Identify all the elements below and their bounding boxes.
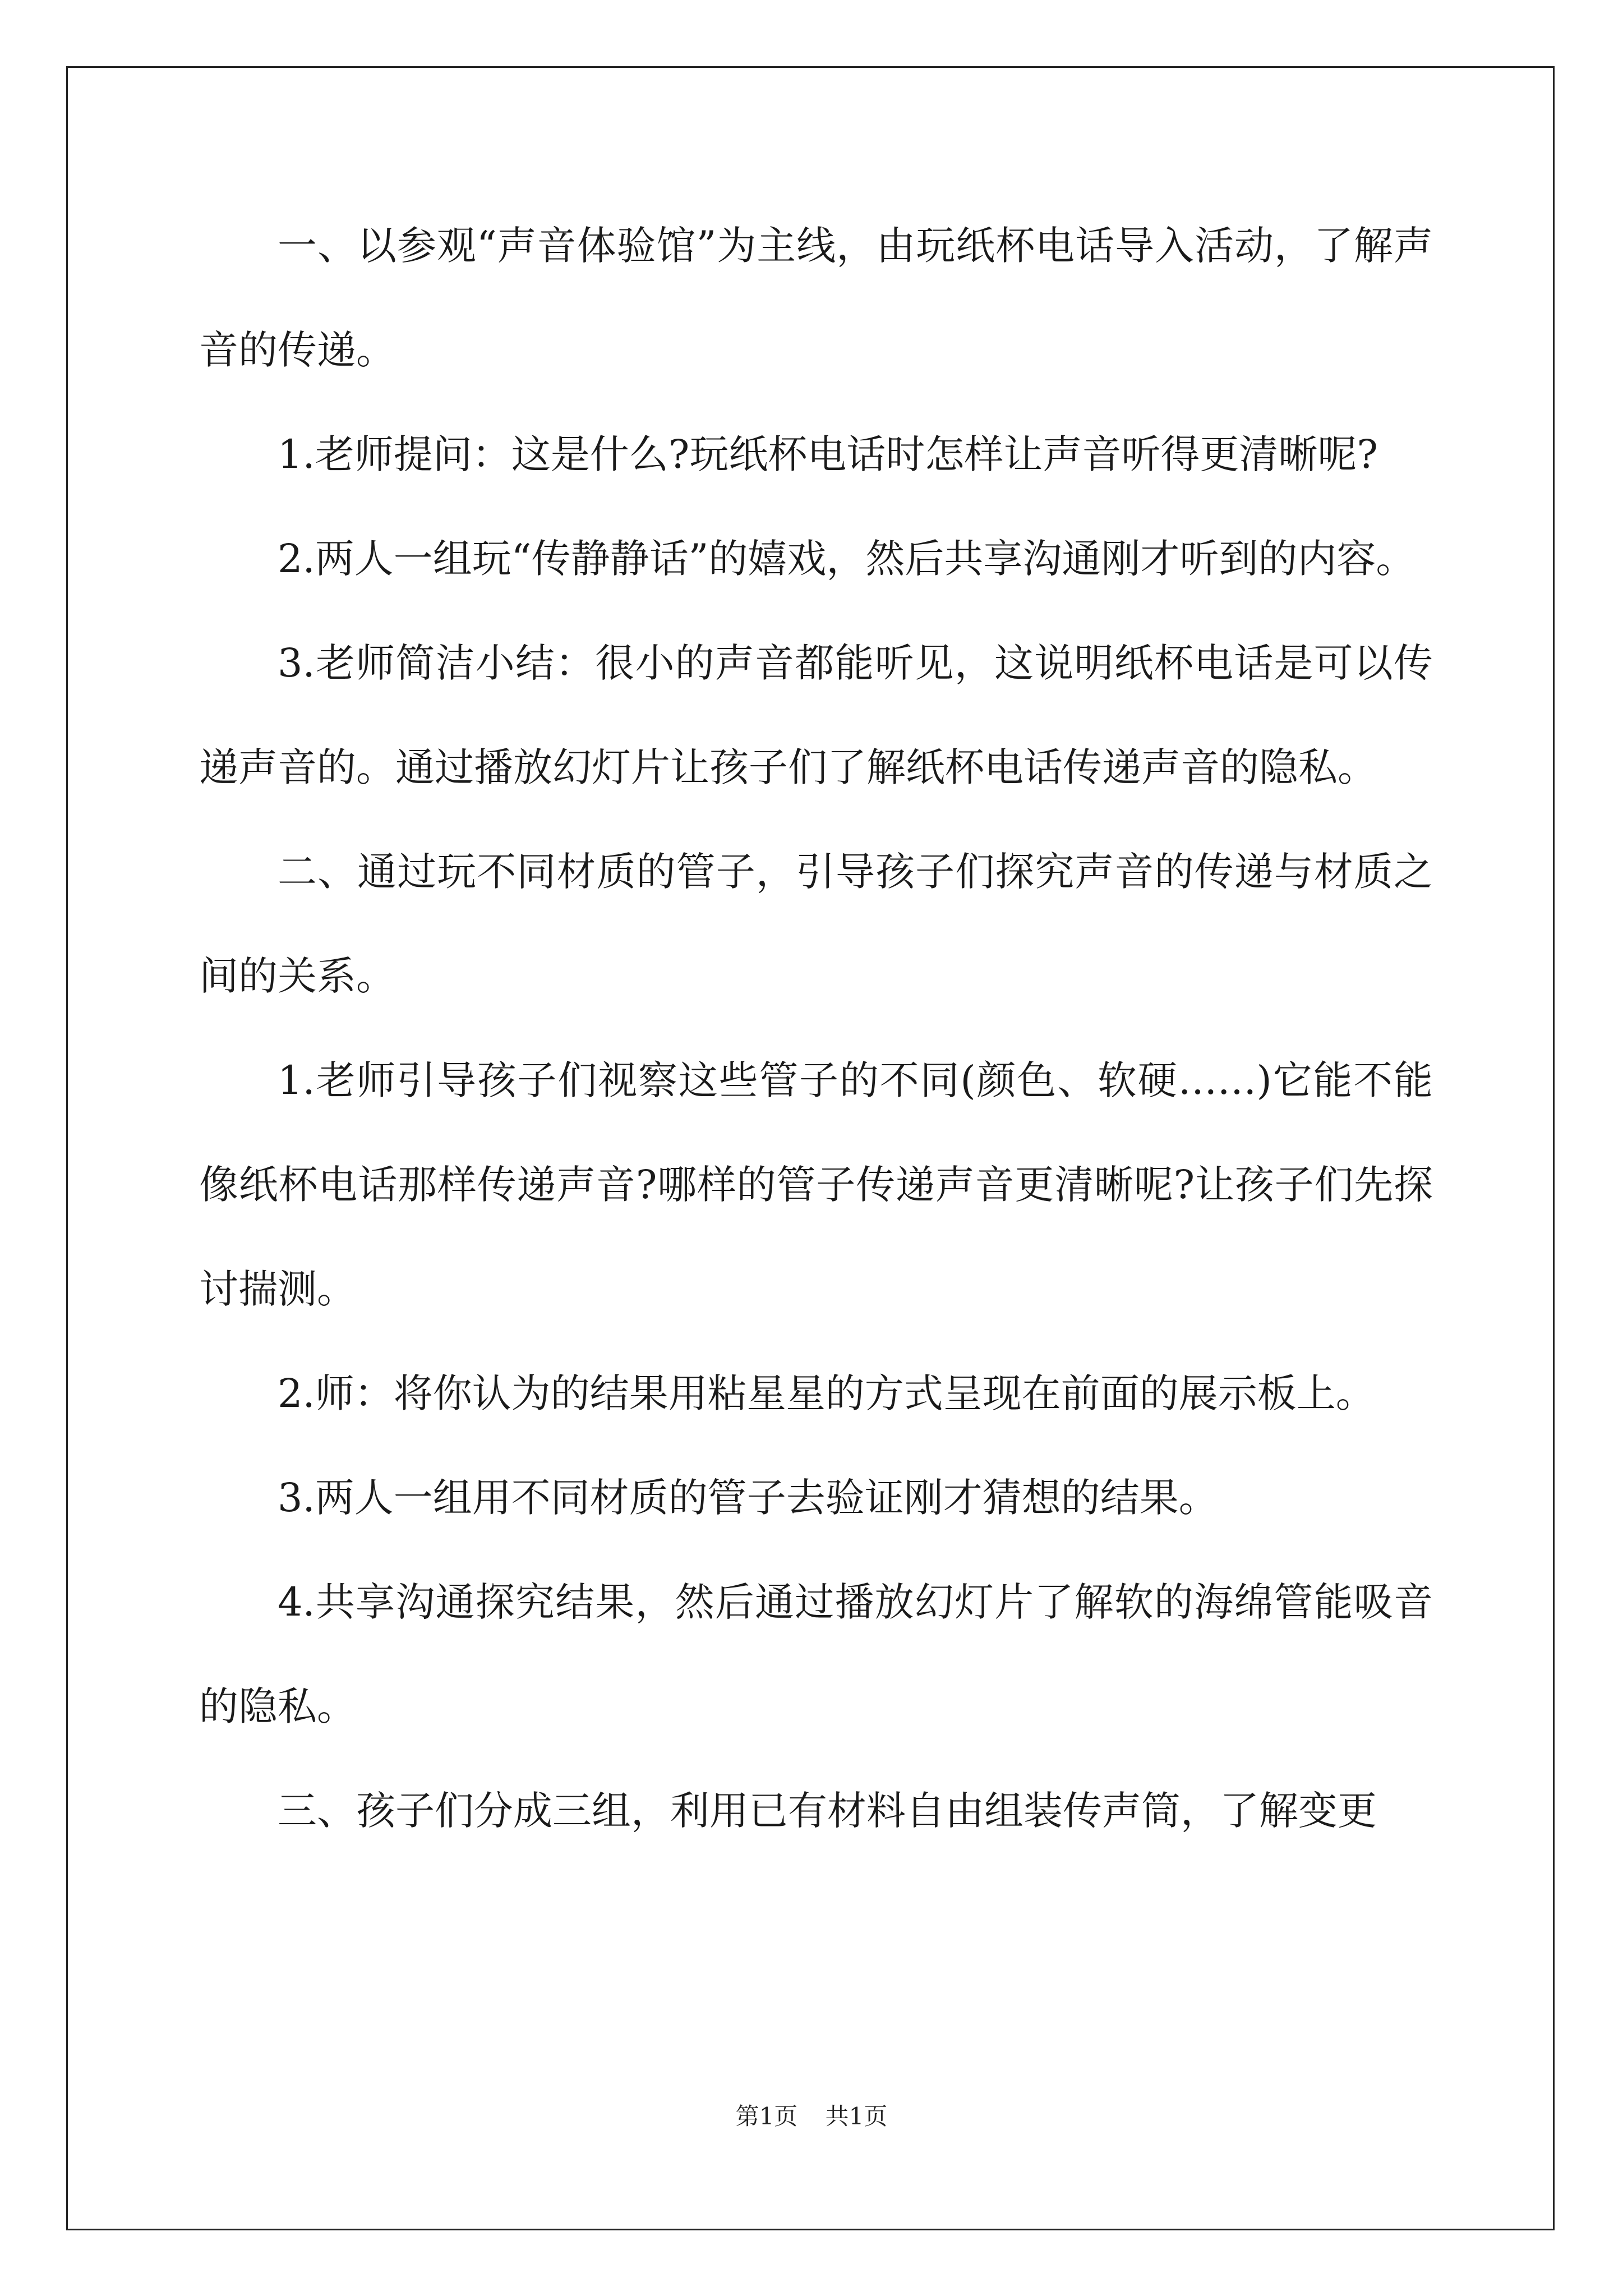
current-page-label: 第1页 — [735, 2102, 798, 2130]
paragraph-4: 3.老师简洁小结：很小的声音都能听见，这说明纸杯电话是可以传递声音的。通过播放幻灯片让孩子们了解纸杯电话传递声音的隐私。 — [199, 640, 1433, 790]
paragraph-2: 1.老师提问：这是什么?玩纸杯电话时怎样让声音听得更清晰呢? — [278, 431, 1378, 477]
paragraph-1: 一、以参观“声音体验馆”为主线，由玩纸杯电话导入活动，了解声音的传递。 — [199, 223, 1433, 373]
total-pages-label: 共1页 — [825, 2102, 888, 2130]
paragraph-9: 4.共享沟通探究结果，然后通过播放幻灯片了解软的海绵管能吸音的隐私。 — [199, 1579, 1433, 1729]
document-body — [199, 194, 1433, 1863]
paragraph-7: 2.师：将你认为的结果用粘星星的方式呈现在前面的展示板上。 — [278, 1370, 1375, 1416]
paragraph-10: 三、孩子们分成三组，利用已有材料自由组装传声筒，了解变更 — [278, 1788, 1377, 1834]
paragraph-5: 二、通过玩不同材质的管子，引导孩子们探究声音的传递与材质之间的关系。 — [199, 849, 1433, 999]
page-footer — [0, 2098, 1623, 2132]
paragraph-3: 2.两人一组玩“传静静话”的嬉戏，然后共享沟通刚才听到的内容。 — [278, 536, 1415, 582]
paragraph-8: 3.两人一组用不同材质的管子去验证刚才猜想的结果。 — [278, 1475, 1218, 1521]
paragraph-6: 1.老师引导孩子们视察这些管子的不同(颜色、软硬……)它能不能像纸杯电话那样传递声音?哪样的管子传递声音更清晰呢?让孩子们先探讨揣测。 — [199, 1057, 1433, 1312]
